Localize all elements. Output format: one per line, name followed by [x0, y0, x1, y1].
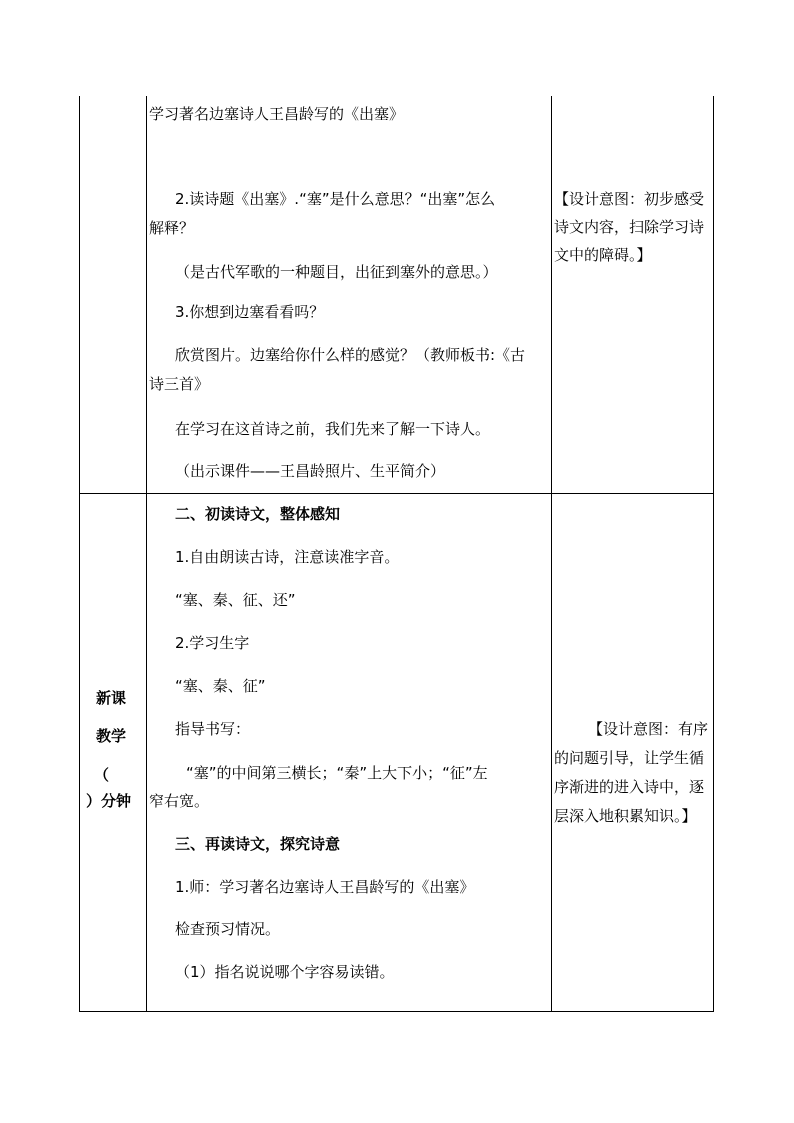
row2-line-10: 检查预习情况。 — [175, 920, 281, 938]
row2-line-4: “塞、秦、征” — [175, 677, 266, 695]
row1-line-2: 2.读诗题《出塞》.“塞”是什么意思？“出塞”怎么 — [175, 190, 496, 208]
row2-note-line-3: 序渐进的进入诗中，逐 — [554, 778, 705, 796]
section-heading-3: 三、再读诗文，探究诗意 — [175, 835, 341, 853]
row1-line-6: 欣赏图片。边塞给你什么样的感觉？（教师板书:《古 — [175, 346, 526, 364]
row2-line-2: “塞、秦、征、还” — [175, 591, 296, 609]
table-border-col1 — [146, 96, 147, 1012]
row2-line-6: “塞”的中间第三横长；“秦”上大下小；“征”左 — [186, 764, 488, 782]
stage-label-line-2: 教学 — [96, 727, 127, 745]
row2-line-9: 1.师：学习著名边塞诗人王昌龄写的《出塞》 — [175, 878, 475, 896]
stage-label-line-3: （ — [94, 766, 110, 784]
stage-label-line-1: 新课 — [96, 689, 127, 707]
row1-line-9: （出示课件——王昌龄照片、生平简介） — [175, 462, 446, 480]
row1-line-1: 学习著名边塞诗人王昌龄写的《出塞》 — [149, 105, 405, 123]
row1-note-line-3: 文中的障碍。】 — [554, 246, 652, 264]
row1-line-5: 3.你想到边塞看看吗？ — [175, 303, 325, 321]
table-border-right — [713, 96, 714, 1012]
row1-line-8: 在学习在这首诗之前，我们先来了解一下诗人。 — [175, 420, 491, 438]
section-heading-2: 二、初读诗文，整体感知 — [175, 505, 341, 523]
row1-note-line-2: 诗文内容，扫除学习诗 — [554, 218, 705, 236]
row2-line-7: 窄右宽。 — [149, 792, 210, 810]
row1-line-7: 诗三首》 — [149, 375, 210, 393]
stage-label-line-4: ）分钟 — [86, 792, 132, 810]
row2-line-5: 指导书写： — [175, 720, 251, 738]
row2-line-1: 1.自由朗读古诗，注意读准字音。 — [175, 548, 400, 566]
row2-line-11: （1）指名说说哪个字容易读错。 — [175, 963, 395, 981]
row2-note-line-4: 层深入地积累知识。】 — [554, 807, 697, 825]
row1-note-line-1: 【设计意图：初步感受 — [554, 190, 705, 208]
table-border-bottom — [79, 1011, 714, 1012]
table-row-divider — [79, 493, 714, 494]
row2-line-3: 2.学习生字 — [175, 634, 250, 652]
row2-note-line-2: 的问题引导，让学生循 — [554, 749, 705, 767]
table-border-col2 — [551, 96, 552, 1012]
row1-line-3: 解释？ — [149, 219, 195, 237]
table-border-left — [79, 96, 80, 1012]
row2-note-line-1: 【设计意图：有序 — [588, 720, 709, 738]
row1-line-4: （是古代军歌的一种题目，出征到塞外的意思。） — [175, 263, 498, 281]
